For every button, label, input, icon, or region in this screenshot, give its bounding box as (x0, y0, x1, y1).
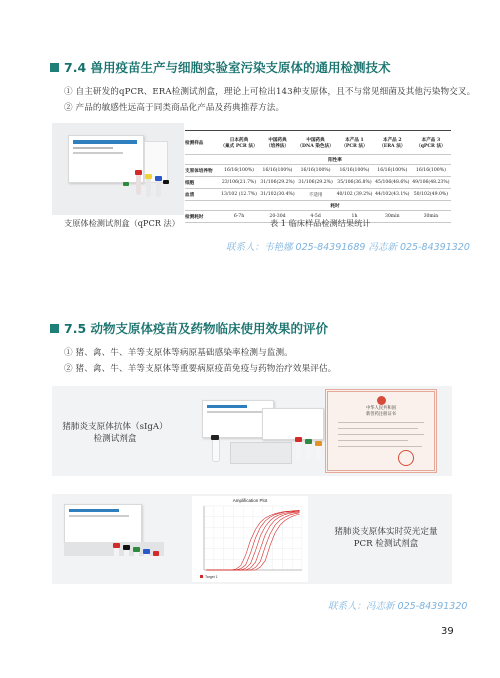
siga-kit-label: 猪肺炎支原体抗体（sIgA） 检测试剂盒 (62, 422, 168, 444)
qpcr-kit-photo (52, 123, 184, 215)
table-cell: 49/106(48.23%) (411, 177, 451, 189)
section-74-title: 7.4 兽用疫苗生产与细胞实验室污染支原体的通用检测技术 (64, 60, 391, 75)
qpcr-kit-label: 猪肺炎支原体实时荧光定量 PCR 检测试剂盒 (334, 527, 438, 549)
table-cell: 44/102(43.1%) (374, 189, 411, 201)
table-group-label: 耗时 (219, 201, 451, 211)
section-74-bullet-1: ① 自主研发的qPCR、ERA检测试剂盒，理论上可检出143种支原体，且不与常见细菌及其他污染物交叉。 (64, 87, 476, 97)
section-75-bullet-1: ① 猪、禽、牛、羊等支原体等病原基础感染率检测与监测。 (64, 348, 293, 358)
table-cell: 45/106(48.6%) (374, 177, 411, 189)
table-cell: 不适用 (296, 189, 335, 201)
table-cell: 30min (374, 211, 411, 223)
table-cell: 血清 (185, 189, 219, 201)
chart-title: Amplification Plot (232, 498, 268, 503)
certificate-title: 中华人民共和国 新兽药注册证书 (365, 406, 397, 417)
table-header-cell: 日本药典 （巢式 PCR 法） (219, 131, 259, 155)
table-cell: 细胞 (185, 177, 219, 189)
seal-icon (398, 450, 414, 466)
table-group-row (185, 155, 451, 165)
section-marker (50, 63, 59, 72)
table-header-cell: 检测样品 (185, 131, 219, 155)
table-row (185, 165, 451, 177)
table-cell: 31/106(29.2%) (296, 177, 335, 189)
table-cell: 16/16(100%) (259, 165, 296, 177)
section-74-contact: 联系人：韦艳娜 025-84391689 冯志新 025-84391320 (226, 242, 470, 253)
section-75-title: 7.5 动物支原体疫苗及药物临床使用效果的评价 (64, 321, 328, 336)
section-75-contact: 联系人：冯志新 025-84391320 (328, 601, 468, 612)
amplification-plot (192, 496, 308, 582)
page-number: 39 (441, 626, 454, 637)
table-group-row (185, 201, 451, 211)
table-cell: 30min (411, 211, 451, 223)
table-cell: 检测耗时 (185, 211, 219, 223)
table-cell: 16/16(100%) (335, 165, 374, 177)
table-cell: 31/102(30.4%) (259, 189, 296, 201)
table-cell: 16/16(100%) (374, 165, 411, 177)
table-header-cell: 中国药典 （DNA 染色法） (296, 131, 335, 155)
table-cell: 35/106(36.8%) (335, 177, 374, 189)
siga-kit-panel (52, 386, 452, 476)
section-marker (50, 324, 59, 333)
kit-box (68, 135, 144, 183)
table-cell: 23/106(21.7%) (219, 177, 259, 189)
table-cell: 16/16(100%) (296, 165, 335, 177)
qpcr-kit-panel (52, 494, 452, 584)
table-header-cell: 本产品 1 （PCR 法） (335, 131, 374, 155)
table-cell: 4-5d (296, 211, 335, 223)
table-header-cell: 中国药典 （培养法） (259, 131, 296, 155)
table-cell: 13/102 (12.7%) (219, 189, 259, 201)
table-row (185, 177, 451, 189)
results-table (185, 130, 451, 223)
table-caption: 表 1 临床样品检测结果统计 (270, 218, 371, 228)
table-cell: 6-7h (219, 211, 259, 223)
table-cell: 支原体培养物 (185, 165, 219, 177)
table-cell: 16/16(100%) (411, 165, 451, 177)
table-header-cell: 本产品 3 （qPCR 法） (411, 131, 451, 155)
table-cell: 31/106(29.2%) (259, 177, 296, 189)
table-row (185, 189, 451, 201)
table-cell: 50/102(49.0%) (411, 189, 451, 201)
qpcr-kit-box (64, 504, 142, 544)
table-group-label: 阳性率 (219, 155, 451, 165)
emblem-icon (377, 396, 386, 405)
section-74-bullet-2: ② 产品的敏感性远高于同类商品化产品及药典推荐方法。 (64, 103, 285, 113)
drug-certificate-image (325, 389, 437, 473)
table-header-cell: 本产品 2 （ERA 法） (374, 131, 411, 155)
table-cell: 16/16(100%) (219, 165, 259, 177)
chart-legend: Target 1 (205, 575, 218, 579)
photo-caption: 支原体检测试剂盒（qPCR 法） (64, 218, 180, 228)
table-header-row (185, 131, 451, 155)
table-cell: 40/102 (39.2%) (335, 189, 374, 201)
table-cell: 20-30d (259, 211, 296, 223)
section-75-bullet-2: ② 猪、禽、牛、羊等支原体等重要病原疫苗免疫与药物治疗效果评估。 (64, 364, 337, 374)
table-cell: 1h (335, 211, 374, 223)
